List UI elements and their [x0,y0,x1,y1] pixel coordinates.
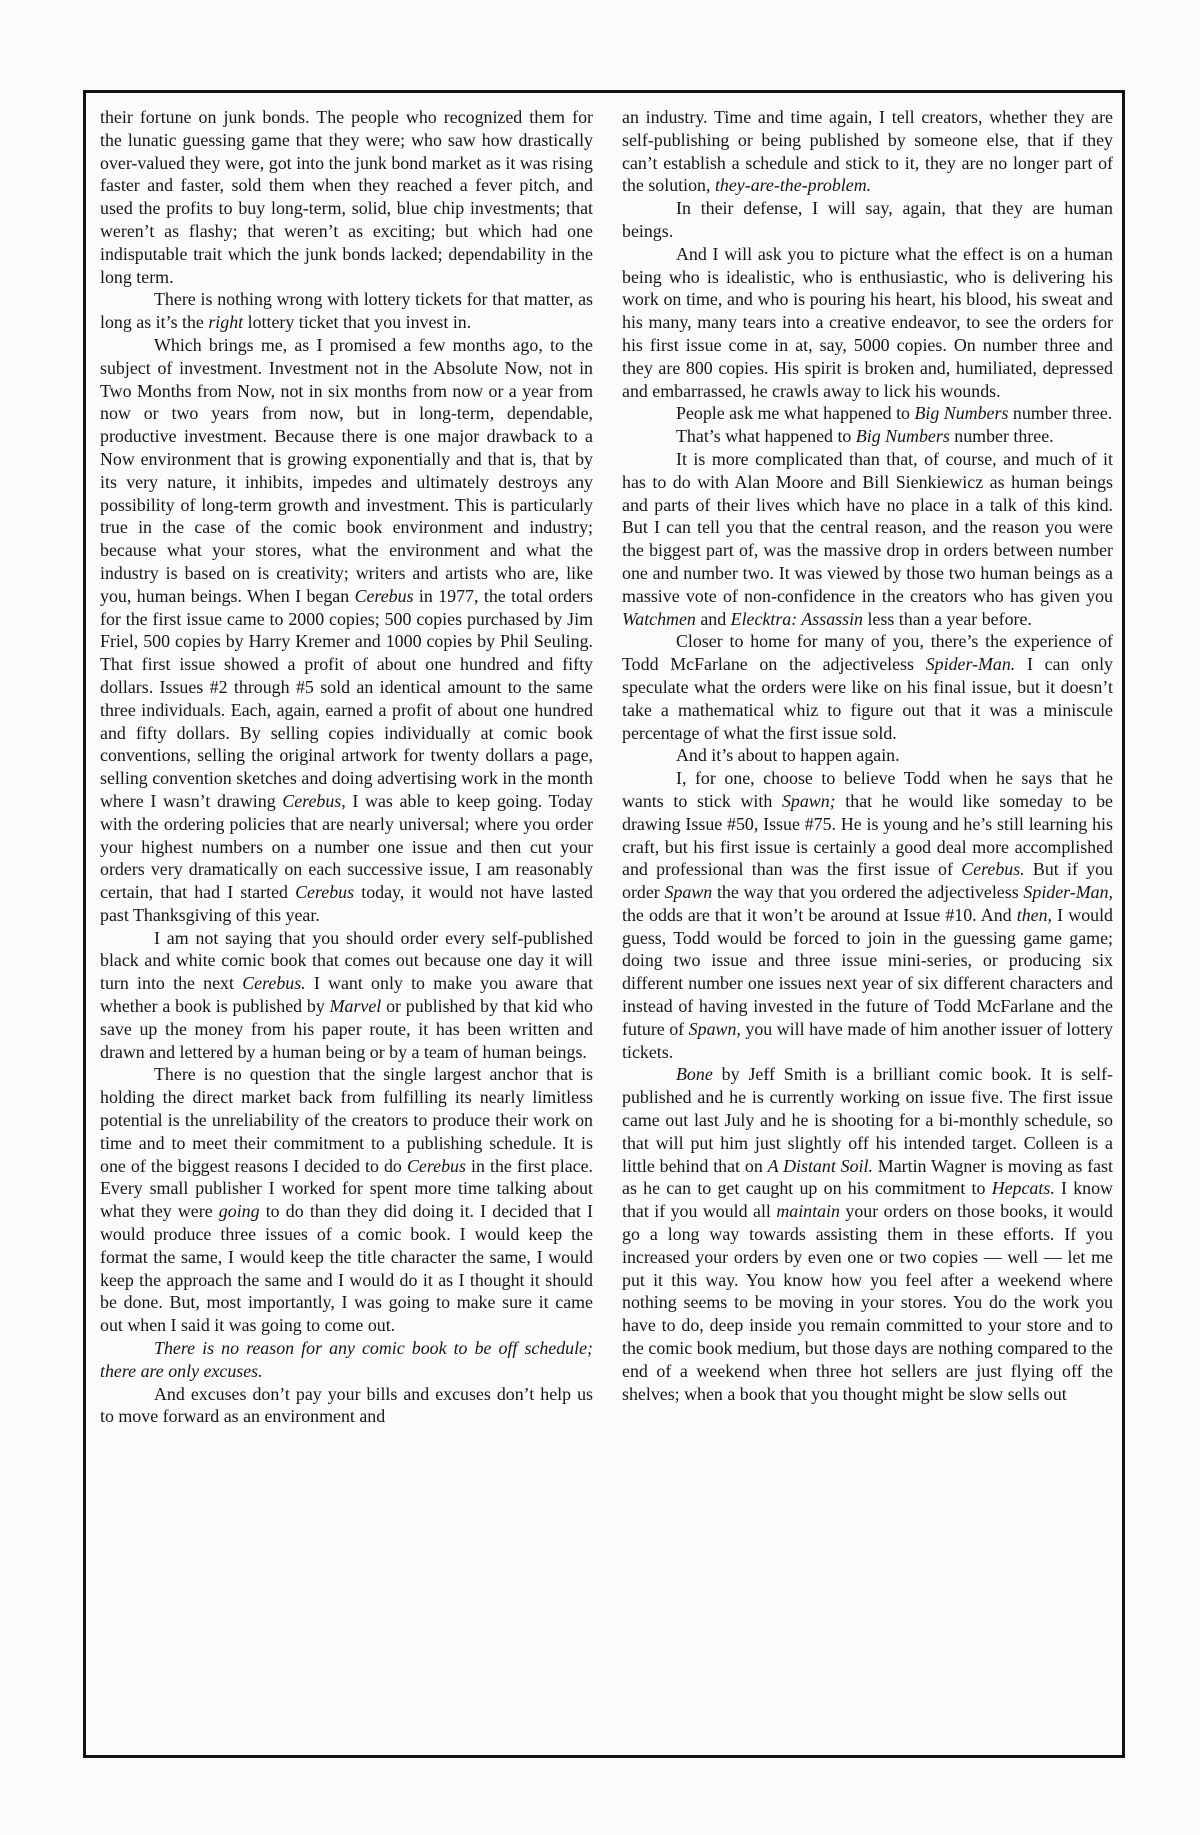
text-run: I am not saying that you should order every self-published black and white comic book that comes out because one day it will turn into the next [100,927,593,994]
text-run: I know that if you would all [622,1178,1113,1222]
text-run: the way that you ordered the adjectiveless [712,882,1024,903]
italic-text: Cerebus. [242,973,306,994]
text-run: There is nothing wrong with lottery tickets for that matter, as long as it’s the [100,289,593,333]
italic-text: they-are-the-problem. [714,175,872,196]
text-column-left [100,106,593,1746]
italic-text: Big Numbers [855,426,950,447]
italic-text: Elecktra: Assassin [730,608,864,629]
paragraph [622,767,1113,1063]
paragraph [100,1063,593,1337]
italic-text: maintain [776,1201,840,1222]
text-run: that he would like someday to be drawing Issue #50, Issue #75. He is young and he’s still learning his craft, but his first issue is certainly a good deal more accomplished and professional than was the first issue of [622,790,1113,880]
text-run: number three. [949,426,1054,447]
italic-text: Spawn [664,882,713,903]
paragraph [100,288,593,334]
text-run: It is more complicated than that, of course, and much of it has to do with Alan Moore and Bill Sienkiewicz as human beings and parts of their lives which have no place in a talk of this kind. But I can tell you that the central reason, and the reason you were the biggest part of, was the massive drop in orders between number one and number two. It was viewed by those two human beings as a massive vote of non-confidence in the creators who has given you [622,448,1113,606]
paragraph [622,744,1113,767]
text-run: I can only speculate what the orders were like on his final issue, but it doesn’t take a mathematical whiz to figure out that it was a miniscule percentage of what the first issue sold. [622,654,1113,743]
paragraph [622,448,1113,630]
paragraph [100,1337,593,1383]
text-run: I want only to make you aware that whether a book is published by [100,973,593,1017]
text-run: I, for one, choose to believe Todd when he says that he wants to stick with [622,768,1113,811]
text-run: number three. [1008,403,1113,424]
paragraph [622,630,1113,744]
text-run: the odds are that it won’t be around at Issue #10. And [622,904,1017,925]
text-run: an industry. Time and time again, I tell creators, whether they are self-publishing or being published by someone else, that if they can’t establish a schedule and stick to it, they are no longer part of the solution, [622,107,1113,196]
italic-text: Spider-Man. [925,654,1016,675]
italic-text: Marvel [329,996,382,1017]
text-run: That’s what happened to [676,426,856,447]
text-run: or published by that kid who save up the money from his paper route, it has been written and drawn and lettered by a human being or by a team of human beings. [100,996,593,1062]
italic-text: Cerebus. [961,859,1025,880]
text-run: But if you order [622,859,1113,903]
text-run: And it’s about to happen again. [676,745,900,766]
paragraph [622,402,1113,425]
text-run: by Jeff Smith is a brilliant comic book. It is self-published and he is currently working on issue five. The first issue came out last July and he is shooting for a bi-monthly schedule, so that will put him just slightly off his intended target. Colleen is a little behind that on [622,1064,1113,1176]
italic-text: Spawn; [781,790,836,811]
text-run: People ask me what happened to [676,403,915,424]
text-run: less than a year before. [863,608,1032,629]
paragraph [100,106,593,288]
text-run: in the first place. Every small publisher I worked for spent more time talking about what they were [100,1155,593,1222]
text-run: Martin Wagner is moving as fast as he can to get caught up on his commitment to [622,1155,1113,1199]
italic-text: A Distant Soil. [767,1155,873,1176]
text-run: your orders on those books, it would go a long way towards assisting them in these efforts. If you increased your orders by even one or two copies — well — let me put it this way. You know how you feel after a weekend where nothing seems to be moving in your stores. You do the work you have to do, deep inside you remain committed to your store and to the comic book medium, but those days are nothing compared to the end of a weekend when three hot sellers are just flying off the shelves; when a book that you thought might be slow sells out [622,1201,1113,1404]
text-frame [83,90,1125,1758]
italic-text: Cerebus [354,585,414,606]
italic-text: Cerebus [406,1155,466,1176]
text-run: their fortune on junk bonds. The people who recognized them for the lunatic guessing game that they were; who saw how drastically over-valued they were, got into the junk bond market as it was rising faster and faster, sold them when they reached a fever pitch, and used the profits to buy long-term, solid, blue chip investments; that weren’t as flashy; that weren’t as exciting; but which had one indisputable trait which the junk bonds lacked; dependability in the long term. [100,107,593,287]
text-run: I was able to keep going. Today with the ordering policies that are nearly universal; where you order your highest numbers on a number one issue and then cut your orders very dramatically on each successive issue, I am reasonably certain, that had I started [100,790,593,903]
text-run: in 1977, the total orders for the first issue came to 2000 copies; 500 copies purchased by Jim Friel, 500 copies by Harry Kremer and 1000 copies by Phil Seuling. That first issue showed a profit of about one hundred and fifty dollars. Issues #2 through #5 sold an identical amount to the same three individuals. Each, again, earned a profit of about one hundred and fifty dollars. By selling copies individually at comic book conventions, selling the original artwork for twenty dollars a page, selling convention sketches and doing advertising work in the month where I wasn’t drawing [100,585,593,811]
text-run: And I will ask you to picture what the effect is on a human being who is idealistic, who is enthusiastic, who is delivering his work on time, and who is pouring his heart, his blood, his sweat and his many, many tears into a creative endeavor, to see the orders for his first issue come in at, say, 5000 copies. On number three and they are 800 copies. His spirit is broken and, humiliated, depressed and embarrassed, he crawls away to lick his wounds. [622,243,1113,401]
text-run: lottery ticket that you invest in. [243,312,472,333]
text-run: In their defense, I will say, again, that they are human beings. [622,198,1113,241]
paragraph [622,1063,1113,1405]
italic-text: Spider-Man, [1023,882,1113,903]
paragraph [100,1383,593,1429]
paragraph [622,425,1113,448]
italic-text: Cerebus [295,882,355,903]
paragraph [622,243,1113,403]
italic-text: Watchmen [622,608,696,629]
text-run: today, it would not have lasted past Thanksgiving of this year. [100,882,593,925]
italic-text: Hepcats. [991,1178,1055,1199]
italic-text: Bone [676,1064,713,1085]
paragraph [100,927,593,1064]
text-run: There is no question that the single largest anchor that is holding the direct market back from fulfilling its nearly limitless potential is the unreliability of the creators to produce their work on time and to meet their commitment to a publishing schedule. It is one of the biggest reasons I decided to do [100,1064,593,1176]
italic-text: Big Numbers [914,403,1009,424]
italic-text: right [208,312,244,333]
text-run: to do than they did doing it. I decided that I would produce three issues of a comic book. I would keep the format the same, I would keep the title character the same, I would keep the approach the same and I would do it as I thought it should be done. But, most importantly, I was going to make sure it came out when I said it was going to come out. [100,1201,593,1336]
text-run: I would guess, Todd would be forced to join in the guessing game game; doing two issue and three issue mini-series, or producing six different number one issues next year of six different characters and instead of having invested in the future of Todd McFarlane and the future of [622,904,1113,1039]
italic-text: Cerebus, [282,790,346,811]
text-run: Closer to home for many of you, there’s the experience of Todd McFarlane on the adjectiveless [622,631,1113,675]
text-column-right [622,106,1113,1746]
text-run: Which brings me, as I promised a few months ago, to the subject of investment. Investment not in the Absolute Now, not in Two Months from Now, not in six months from now or a year from now or two years from now, but in long-term, dependable, productive investment. Because there is one major drawback to a Now environment that is growing exponentially and that is, that by its very nature, it inhibits, impedes and ultimately destroys any possibility of long-term growth and investment. This is particularly true in the case of the comic book environment and industry; because what your stores, what the environment and what the industry is based on is creativity; writers and artists who are, like you, human beings. When I began [100,334,593,606]
paragraph [622,106,1113,197]
paragraph [100,334,593,927]
italic-text: Spawn, [688,1018,741,1039]
text-run: and [695,608,731,629]
text-run: And excuses don’t pay your bills and excuses don’t help us to move forward as an environment and [100,1383,593,1427]
paragraph [622,197,1113,243]
italic-text: then, [1016,904,1053,925]
text-run: you will have made of him another issuer of lottery tickets. [622,1018,1113,1062]
italic-text: going [218,1201,260,1222]
italic-text: There is no reason for any comic book to be off schedule; there are only excuses. [100,1338,593,1381]
